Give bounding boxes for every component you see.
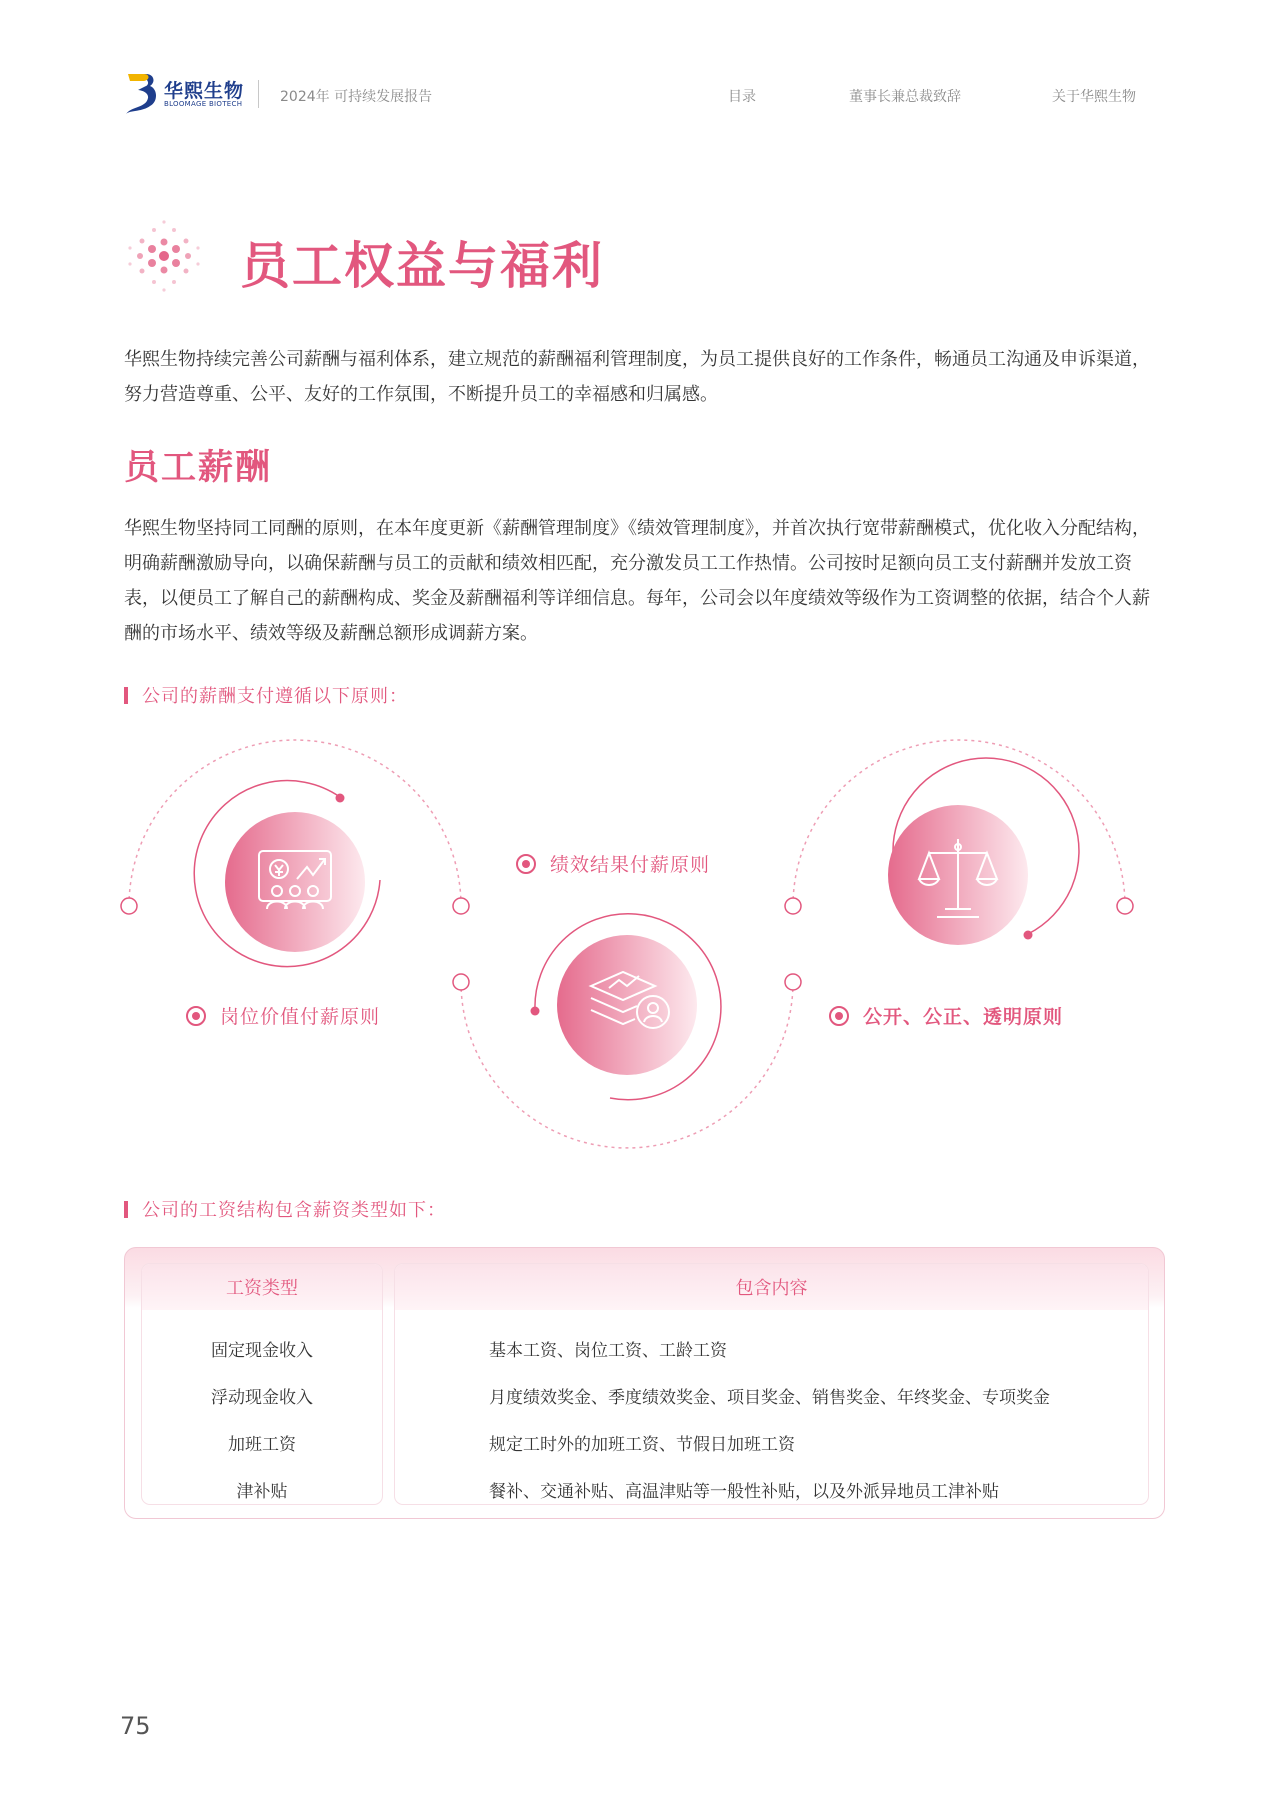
table-cell-type: 加班工资 (228, 1435, 296, 1455)
subheading-bar (124, 1201, 128, 1218)
intro-paragraph: 华熙生物持续完善公司薪酬与福利体系，建立规范的薪酬福利管理制度，为员工提供良好的工作条件，畅通员工沟通及申诉渠道，努力营造尊重、公平、友好的工作氛围，不断提升员工的幸福感和归属感。 (124, 349, 1150, 405)
brand-name-en: BLOOMAGE BIOTECH (164, 100, 243, 108)
principle-position-value (186, 1002, 380, 1029)
report-title: 2024年 可持续发展报告 (280, 89, 433, 105)
table-cell-content: 规定工时外的加班工资、节假日加班工资 (489, 1435, 795, 1455)
principles-subheading (124, 682, 408, 708)
nav-contents[interactable]: 目录 (728, 89, 756, 105)
table-column-type (142, 1264, 382, 1504)
principles-diagram (0, 720, 1280, 1180)
table-cell-content: 基本工资、岗位工资、工龄工资 (489, 1341, 727, 1361)
principles-subheading-text: 公司的薪酬支付遵循以下原则： (142, 686, 408, 707)
header-divider (258, 80, 259, 108)
table-header-content: 包含内容 (395, 1264, 1148, 1310)
salary-team-icon (255, 847, 335, 917)
performance-chart-icon (585, 966, 675, 1038)
section-paragraph: 华熙生物坚持同工同酬的原则，在本年度更新《薪酬管理制度》《绩效管理制度》，并首次执行宽带薪酬模式，优化收入分配结构，明确薪酬激励导向，以确保薪酬与员工的贡献和绩效相匹配，充分激发员工工作热情。公司按时足额向员工支付薪酬并发放工资表，以便员工了解自己的薪酬构成、奖金及薪酬福利等详细信息。每年，公司会以年度绩效等级作为工资调整的依据，结合个人薪酬的市场水平、绩效等级及薪酬总额形成调薪方案。 (124, 518, 1150, 644)
nav-about[interactable]: 关于华熙生物 (1052, 89, 1136, 105)
table-header-type: 工资类型 (142, 1264, 382, 1310)
dots-decoration-icon (124, 216, 204, 296)
scale-icon (915, 835, 1001, 921)
table-cell-type: 津补贴 (236, 1482, 288, 1502)
table-cell-type: 浮动现金收入 (211, 1388, 313, 1408)
radio-marker-icon (829, 1006, 849, 1026)
table-cell-content: 餐补、交通补贴、高温津贴等一般性补贴，以及外派异地员工津补贴 (489, 1482, 999, 1502)
principle-performance-text: 绩效结果付薪原则 (550, 854, 711, 876)
salary-structure-table (124, 1247, 1165, 1519)
principle-transparency-text: 公开、公正、透明原则 (863, 1006, 1064, 1028)
company-logo (124, 72, 160, 116)
page-number: 75 (120, 1712, 151, 1740)
page-title: 员工权益与福利 (240, 237, 604, 295)
principle-position-value-text: 岗位价值付薪原则 (220, 1006, 381, 1028)
principle-performance (516, 850, 710, 877)
principle-transparency (829, 1002, 1063, 1029)
table-subheading (124, 1196, 446, 1222)
table-column-content (395, 1264, 1148, 1504)
brand-name-cn: 华熙生物 (164, 80, 245, 102)
radio-marker-icon (516, 854, 536, 874)
table-cell-type: 固定现金收入 (211, 1341, 313, 1361)
table-subheading-text: 公司的工资结构包含薪资类型如下： (142, 1200, 446, 1221)
nav-chairman-letter[interactable]: 董事长兼总裁致辞 (849, 89, 961, 105)
table-cell-content: 月度绩效奖金、季度绩效奖金、项目奖金、销售奖金、年终奖金、专项奖金 (489, 1388, 1050, 1408)
radio-marker-icon (186, 1006, 206, 1026)
section-heading: 员工薪酬 (124, 448, 273, 488)
subheading-bar (124, 687, 128, 704)
